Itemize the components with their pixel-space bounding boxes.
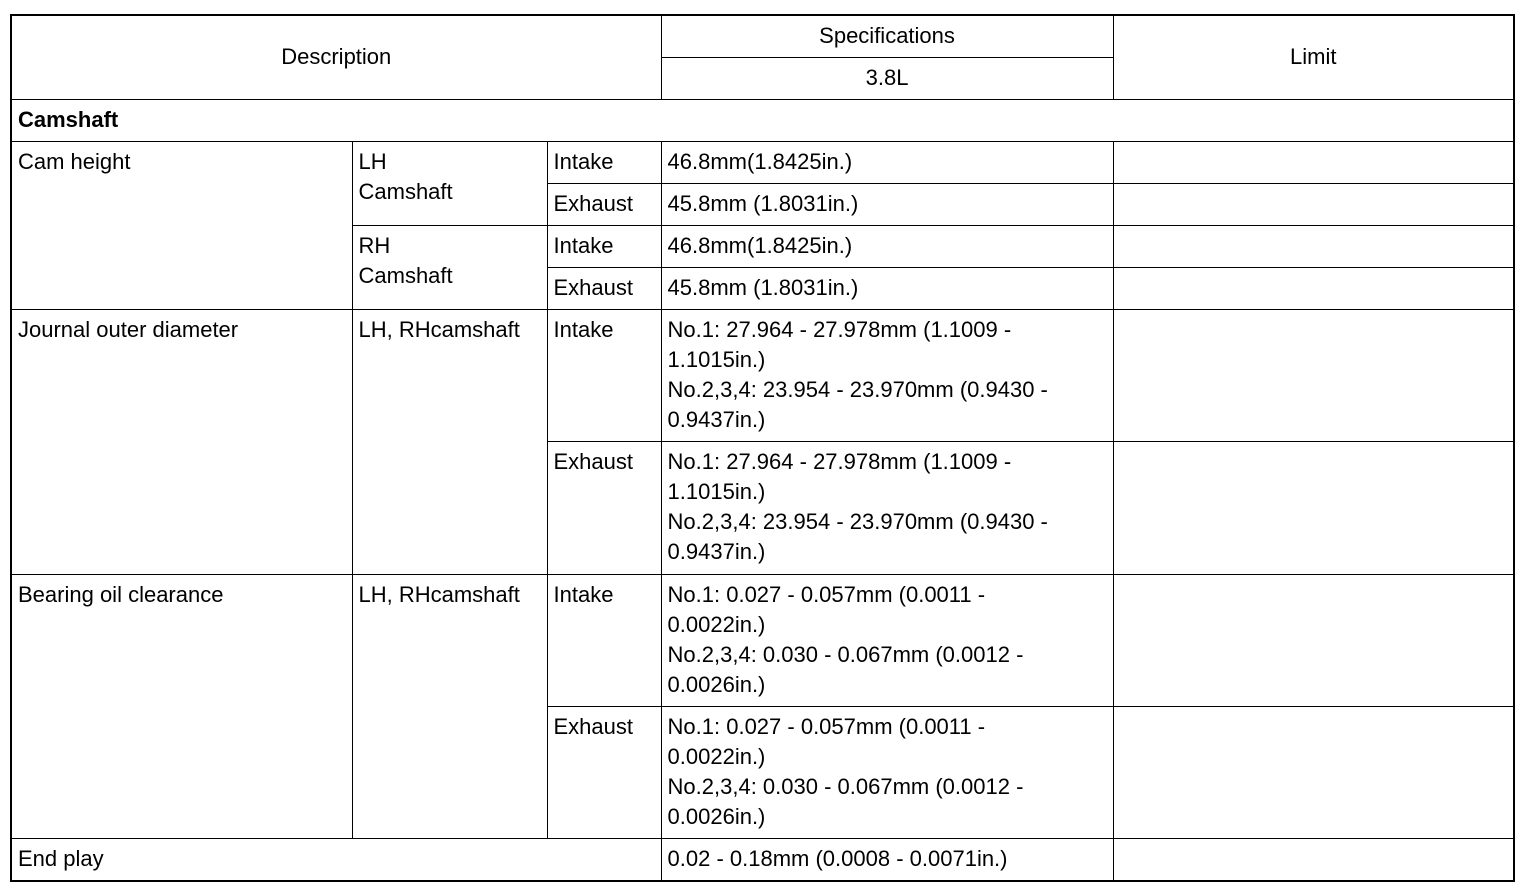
header-specifications: Specifications xyxy=(661,15,1113,57)
bearing-intake-value: No.1: 0.027 - 0.057mm (0.0011 - 0.0022in.) No.2,3,4: 0.030 - 0.067mm (0.0012 - 0.0026in.) xyxy=(661,574,1113,706)
end-play-label: End play xyxy=(11,839,661,881)
bearing-exhaust-limit xyxy=(1113,707,1514,839)
header-engine: 3.8L xyxy=(661,57,1113,99)
header-description: Description xyxy=(11,15,661,99)
cam-height-rh-exhaust-label: Exhaust xyxy=(547,268,661,310)
cam-height-rh-exhaust-limit xyxy=(1113,268,1514,310)
cam-height-lh-exhaust-value: 45.8mm (1.8031in.) xyxy=(661,183,1113,225)
cam-height-lh-intake-value: 46.8mm(1.8425in.) xyxy=(661,141,1113,183)
cam-height-lh-exhaust-label: Exhaust xyxy=(547,183,661,225)
cam-height-rh-exhaust-value: 45.8mm (1.8031in.) xyxy=(661,268,1113,310)
journal-exhaust-label: Exhaust xyxy=(547,442,661,574)
journal-exhaust-limit xyxy=(1113,442,1514,574)
camshaft-spec-table xyxy=(10,14,1515,882)
cam-height-lh-intake-label: Intake xyxy=(547,141,661,183)
cam-height-lh-intake-limit xyxy=(1113,141,1514,183)
cam-height-lh-label: LH Camshaft xyxy=(352,141,547,225)
bearing-intake-limit xyxy=(1113,574,1514,706)
journal-intake-limit xyxy=(1113,310,1514,442)
bearing-exhaust-label: Exhaust xyxy=(547,707,661,839)
cam-height-lh-exhaust-limit xyxy=(1113,183,1514,225)
journal-exhaust-value: No.1: 27.964 - 27.978mm (1.1009 - 1.1015in.) No.2,3,4: 23.954 - 23.970mm (0.9430 - 0.9437in.) xyxy=(661,442,1113,574)
journal-side-label: LH, RHcamshaft xyxy=(352,310,547,575)
bearing-exhaust-value: No.1: 0.027 - 0.057mm (0.0011 - 0.0022in.) No.2,3,4: 0.030 - 0.067mm (0.0012 - 0.0026in.) xyxy=(661,707,1113,839)
section-title: Camshaft xyxy=(11,99,1514,141)
end-play-limit xyxy=(1113,839,1514,881)
bearing-side-label: LH, RHcamshaft xyxy=(352,574,547,839)
cam-height-rh-intake-label: Intake xyxy=(547,225,661,267)
end-play-value: 0.02 - 0.18mm (0.0008 - 0.0071in.) xyxy=(661,839,1113,881)
cam-height-rh-label: RH Camshaft xyxy=(352,225,547,309)
bearing-label: Bearing oil clearance xyxy=(11,574,352,839)
journal-label: Journal outer diameter xyxy=(11,310,352,575)
cam-height-rh-intake-value: 46.8mm(1.8425in.) xyxy=(661,225,1113,267)
cam-height-rh-intake-limit xyxy=(1113,225,1514,267)
header-limit: Limit xyxy=(1113,15,1514,99)
journal-intake-label: Intake xyxy=(547,310,661,442)
cam-height-label: Cam height xyxy=(11,141,352,309)
journal-intake-value: No.1: 27.964 - 27.978mm (1.1009 - 1.1015in.) No.2,3,4: 23.954 - 23.970mm (0.9430 - 0.9437in.) xyxy=(661,310,1113,442)
bearing-intake-label: Intake xyxy=(547,574,661,706)
